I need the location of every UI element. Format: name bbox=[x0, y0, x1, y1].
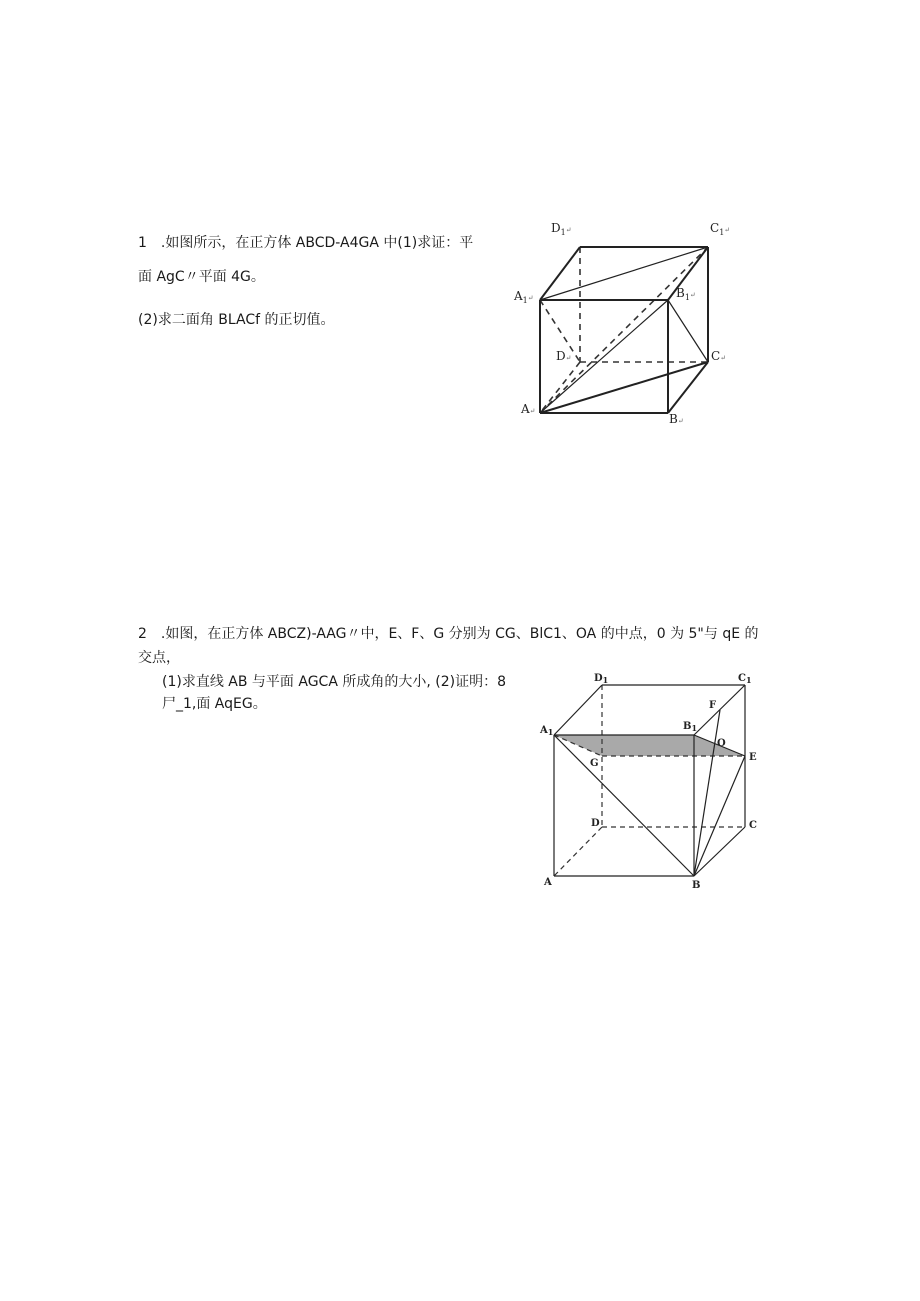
label-F: F bbox=[709, 700, 717, 711]
label-B: B↵ bbox=[669, 412, 684, 426]
problem2-line4: 尸_1,面 AqEG。 bbox=[162, 696, 267, 712]
label-B1: $B_1^↵$ bbox=[676, 286, 696, 302]
problem1-line3: (2)求二面角 BLACf 的正切值。 bbox=[138, 312, 335, 328]
label-C1: $C_1^↵$ bbox=[710, 221, 731, 237]
label-A1: $A_1$ bbox=[540, 725, 554, 737]
label-G: G bbox=[590, 758, 599, 769]
problem2-line3: (1)求直线 AB 与平面 AGCA 所成角的大小, (2)证明：8 bbox=[162, 674, 506, 690]
diag-B1C bbox=[668, 300, 708, 362]
label-A: A bbox=[544, 877, 552, 888]
edge-D1A1 bbox=[540, 247, 580, 300]
label-O: O bbox=[717, 738, 726, 749]
edge-CB bbox=[668, 362, 708, 413]
label-A: A↵ bbox=[521, 402, 536, 416]
line-BE bbox=[694, 756, 745, 876]
problem1-line2: 面 AgC〃平面 4G。 bbox=[138, 269, 265, 285]
edge-DA bbox=[554, 827, 602, 876]
problem2-line2: 交点， bbox=[138, 650, 180, 666]
label-D1: $D_1$ bbox=[594, 673, 609, 685]
problem2-line1: 2 .如图，在正方体 ABCZ)-AAG〃中，E、F、G 分别为 CG、BlC1、OA 的中点，0 为 5"与 qE 的 bbox=[138, 626, 759, 642]
label-C: C bbox=[749, 820, 757, 831]
label-B1: $B_1$ bbox=[683, 721, 698, 733]
edge-CB bbox=[694, 827, 745, 876]
problem1-line1: 1 .如图所示，在正方体 ABCD-A4GA 中(1)求证：平 bbox=[138, 235, 474, 251]
label-D: D↵ bbox=[556, 349, 572, 363]
label-C: C↵ bbox=[711, 349, 727, 363]
label-E: E bbox=[749, 752, 757, 763]
label-D: D bbox=[591, 818, 600, 829]
label-B: B bbox=[692, 880, 701, 891]
label-C1: $C_1$ bbox=[738, 673, 752, 685]
edge-D1A1 bbox=[554, 685, 602, 735]
cube-figure-1 bbox=[505, 210, 750, 435]
cube-figure-2 bbox=[530, 665, 770, 900]
edge-DA bbox=[540, 362, 580, 413]
line-BF bbox=[694, 710, 720, 876]
label-D1: $D_1^↵$ bbox=[551, 221, 572, 237]
label-A1: $A_1^↵$ bbox=[514, 289, 534, 305]
